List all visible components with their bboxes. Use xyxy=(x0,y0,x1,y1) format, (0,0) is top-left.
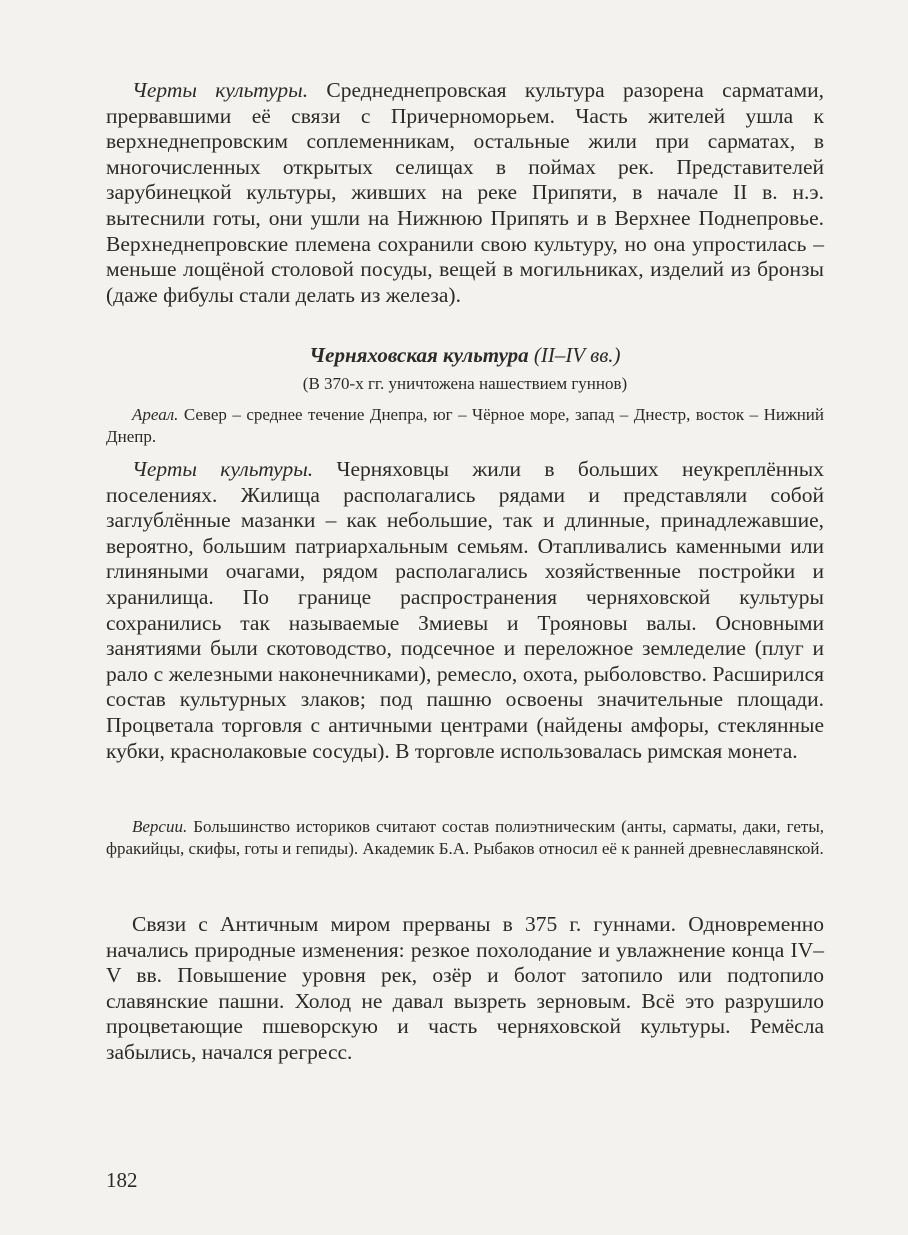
paragraph-lead: Черты культуры. xyxy=(132,457,314,481)
paragraph-areal xyxy=(106,404,824,448)
page-number: 182 xyxy=(106,1168,138,1192)
paragraph-text: Среднеднепровская культура разорена сарматами, прервавшими её связи с Причерноморьем. Часть жителей ушла к верхнеднепровским соплеменникам, остальные жили при сарматах, в многочисленных открытых селищах в поймах рек. Представителей зарубинецкой культуры, живших на реке Припяти, в начале II в. н.э. вытеснили готы, они ушли на Нижнюю Припять и в Верхнее Поднепровье. Верхнеднепровские племена сохранили свою культуру, но она упростилась – меньше лощёной столовой посуды, вещей в могильниках, изделий из бронзы (даже фибулы стали делать из железа). xyxy=(106,78,825,307)
paragraph-text: Большинство историков считают состав полиэтническим (анты, сарматы, даки, геты, фракийцы, скифы, готы и гепиды). Академик Б.А. Рыбаков относил её к ранней древнеславянской. xyxy=(106,817,824,858)
paragraph-versions xyxy=(106,816,824,860)
section-subtitle: (В 370-х гг. уничтожена нашествием гуннов) xyxy=(302,374,628,393)
section-heading xyxy=(106,342,824,368)
paragraph-culture-features-1 xyxy=(106,78,824,308)
paragraph-text: Черняховцы жили в больших неукреплённых поселениях. Жилища располагались рядами и представляли собой заглублённые мазанки – как небольшие, так и длинные, принадлежавшие, вероятно, большим патриархальным семьям. Отапливались каменными или глиняными очагами, рядом располагались хозяйственные постройки и хранилища. По границе распространения черняховской культуры сохранились так называемые Змиевы и Трояновы валы. Основными занятиями были скотоводство, подсечное и переложное земледелие (плуг и рало с железными наконечниками), ремесло, охота, рыболовство. Расширился состав культурных злаков; под пашню освоены значительные площади. Процветала торговля с античными центрами (найдены амфоры, стеклянные кубки, краснолаковые сосуды). В торговле использовалась римская монета. xyxy=(106,457,824,763)
paragraph-culture-features-2 xyxy=(106,457,824,764)
section-title: Черняховская культура xyxy=(309,343,529,367)
paragraph-antiquity-links: Связи с Античным миром прерваны в 375 г. гуннами. Одновременно начались природные изменения: резкое похолодание и увлажнение конца IV–V вв. Повышение уровня рек, озёр и болот затопило или подтопило славянские пашни. Холод не давал вызреть зерновым. Всё это разрушило процветающие пшеворскую и часть черняховской культуры. Ремёсла забылись, начался регресс. xyxy=(106,912,824,1064)
paragraph-lead: Версии. xyxy=(132,817,188,836)
paragraph-lead: Черты культуры. xyxy=(132,78,309,102)
section-era: (II–IV вв.) xyxy=(528,343,621,367)
paragraph-text: Север – среднее течение Днепра, юг – Чёрное море, запад – Днестр, восток – Нижний Днепр. xyxy=(106,405,824,446)
paragraph-lead: Ареал. xyxy=(132,405,179,424)
